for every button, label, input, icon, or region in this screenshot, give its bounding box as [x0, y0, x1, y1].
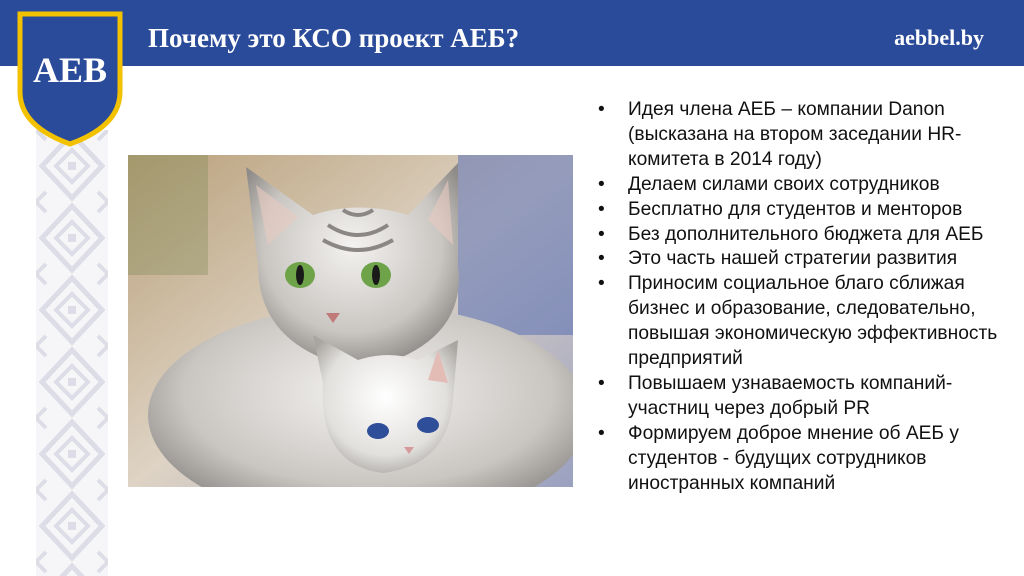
bullet-dot: •: [598, 372, 605, 394]
bullet-dot: •: [598, 99, 605, 120]
bullet-item: • Повышаем узнаваемость компаний-участниц через добрый PR: [598, 372, 953, 419]
site-url: aebbel.by: [894, 25, 984, 50]
bullet-dot: •: [598, 223, 605, 245]
bullet-dot: •: [598, 422, 605, 444]
bullet-item: • Без дополнительного бюджета для АЕБ: [596, 223, 1008, 248]
bullet-item: • Это часть нашей стратегии развития: [596, 247, 1008, 272]
ornament-border: [36, 130, 108, 576]
aeb-logo: [16, 10, 124, 148]
logo-text: АЕВ: [32, 50, 108, 90]
bullet-dot: •: [598, 248, 605, 270]
bullet-item: • Делаем силами своих сотрудников: [596, 173, 1008, 198]
header-bar: [0, 0, 1024, 66]
cat-with-kitten-photo: [128, 155, 573, 487]
bullet-item: • Приносим социальное благо сближая бизнес и образование, следовательно, повышая экономическую эффективность предприятий: [598, 273, 998, 370]
bullet-list: [596, 98, 1008, 497]
bullet-dot: •: [598, 273, 605, 295]
slide-title: Почему это КСО проект АЕБ?: [148, 23, 520, 53]
bullet-item: • Формируем доброе мнение об АЕБ у студентов - будущих сотрудников иностранных компаний: [598, 422, 959, 494]
bullet-item: • Идея члена АЕБ – компании Danon (высказана на втором заседании HR-комитета в 2014 году): [598, 99, 962, 170]
bullet-dot: •: [598, 173, 605, 195]
bullet-item: • Бесплатно для студентов и менторов: [596, 198, 1008, 223]
bullet-dot: •: [598, 198, 605, 220]
